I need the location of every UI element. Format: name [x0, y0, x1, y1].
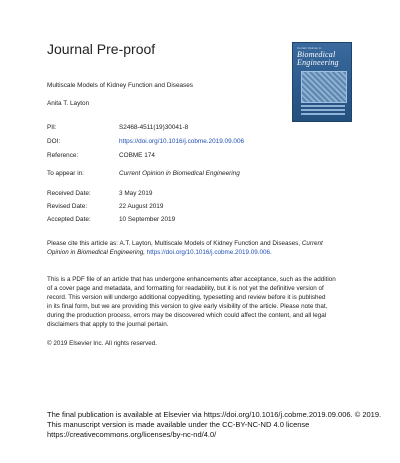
- appear-in-value: Current Opinion in Biomedical Engineering: [119, 170, 240, 177]
- cover-title-line1: Biomedical: [297, 50, 336, 59]
- copyright-text: © 2019 Elsevier Inc. All rights reserved.: [47, 340, 157, 347]
- footer-license-url[interactable]: https://creativecommons.org/licenses/by-nc-nd/4.0/: [47, 430, 217, 439]
- citation-journal-part-a: Current: [301, 240, 323, 247]
- received-date-label: Received Date:: [47, 190, 91, 197]
- footer-line1-pre: The final publication is available at Elsevier via: [47, 410, 202, 419]
- disclaimer-line: during the production process, errors may be discovered which could affect the content, and all legal: [47, 312, 327, 320]
- citation-lead: Please cite this article as: A.T. Layton, Multiscale Models of Kidney Function and Diseases,: [47, 240, 301, 247]
- article-title: Multiscale Models of Kidney Function and Diseases: [47, 82, 193, 89]
- disclaimer-line: in its final form, but we are providing this version to give early visibility of the article. Please note that,: [47, 303, 328, 311]
- copyright-notice: [47, 339, 367, 348]
- cover-text-bars: [301, 105, 345, 117]
- revised-date-label: Revised Date:: [47, 203, 88, 210]
- footer-doi-link[interactable]: https://doi.org/10.1016/j.cobme.2019.09.006: [203, 410, 351, 419]
- reference-value: COBME 174: [119, 152, 155, 159]
- cover-top-text: Current Opinion in: [297, 46, 322, 50]
- disclaimer-paragraph: [47, 275, 367, 330]
- pii-label: PII:: [47, 124, 57, 131]
- disclaimer-line: record. This version will undergo additional copyediting, typesetting and review before it is published: [47, 294, 326, 302]
- cover-illustration: [301, 71, 347, 103]
- disclaimer-line: disclaimers that apply to the journal pertain.: [47, 321, 169, 329]
- doi-link[interactable]: https://doi.org/10.1016/j.cobme.2019.09.006: [119, 138, 245, 145]
- author-name: Anita T. Layton: [47, 100, 90, 107]
- journal-pre-proof-heading: Journal Pre-proof: [47, 41, 156, 57]
- footer-line2: This manuscript version is made available under the CC-BY-NC-ND 4.0 license: [47, 420, 310, 429]
- accepted-date-label: Accepted Date:: [47, 216, 91, 223]
- citation-paragraph: [47, 239, 367, 257]
- journal-cover-image: [292, 42, 352, 122]
- doi-label: DOI:: [47, 138, 61, 145]
- citation-journal-part-b: Opinion in Biomedical Engineering,: [47, 249, 146, 257]
- cover-title-line2: Engineering: [297, 58, 339, 67]
- accepted-date-value: 10 September 2019: [119, 216, 176, 223]
- pii-value: S2468-4511(19)30041-8: [119, 124, 189, 131]
- appear-in-label: To appear in:: [47, 170, 84, 177]
- footer-line1-post: . © 2019.: [350, 410, 382, 419]
- citation-doi-link[interactable]: https://doi.org/10.1016/j.cobme.2019.09.006.: [146, 249, 272, 257]
- revised-date-value: 22 August 2019: [119, 203, 164, 210]
- disclaimer-line: of a cover page and metadata, and formatting for readability, but it is not yet the definitive version of: [47, 285, 324, 293]
- received-date-value: 3 May 2019: [119, 190, 153, 197]
- footer-license: [47, 410, 381, 440]
- reference-label: Reference:: [47, 152, 79, 159]
- disclaimer-line: This is a PDF file of an article that has undergone enhancements after acceptance, such as the addition: [47, 276, 336, 283]
